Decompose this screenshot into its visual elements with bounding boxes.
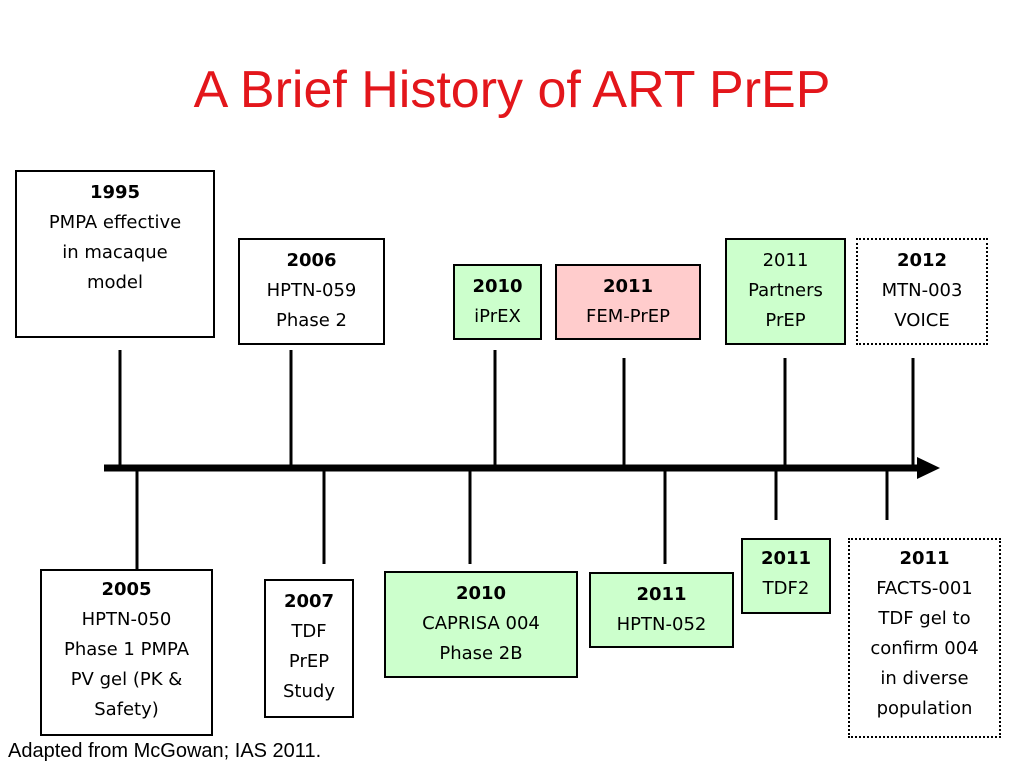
- event-description: MTN-003 VOICE: [881, 280, 963, 331]
- event-description: HPTN-059 Phase 2: [266, 280, 357, 331]
- event-year: 2011: [760, 548, 812, 569]
- event-description: TDF PrEP Study: [283, 621, 335, 702]
- event-description: CAPRISA 004 Phase 2B: [422, 613, 540, 664]
- event-description: FACTS-001 TDF gel to confirm 004 in diverse population: [870, 578, 979, 719]
- event-year: 2011: [762, 250, 809, 271]
- event-box-2011-partners-prep: [725, 238, 846, 345]
- event-description: HPTN-052: [616, 614, 707, 635]
- event-box-2011-facts: [848, 538, 1001, 738]
- event-box-2006: [238, 238, 385, 345]
- event-description: FEM-PrEP: [586, 306, 670, 327]
- event-box-2011-tdf2: [741, 538, 831, 614]
- event-box-2010-caprisa: [384, 571, 578, 678]
- event-description: TDF2: [762, 578, 810, 599]
- event-year: 1995: [89, 182, 141, 203]
- event-year: 2011: [602, 276, 654, 297]
- event-description: Partners PrEP: [748, 280, 823, 331]
- timeline-arrowhead: [917, 457, 940, 479]
- event-description: HPTN-050 Phase 1 PMPA PV gel (PK & Safety): [63, 609, 190, 720]
- event-year: 2006: [286, 250, 337, 271]
- event-description: PMPA effective in macaque model: [48, 212, 182, 293]
- event-year: 2011: [636, 584, 687, 605]
- event-year: 2010: [455, 583, 507, 604]
- event-description: iPrEX: [474, 306, 521, 327]
- event-box-2011-fem-prep: [555, 264, 701, 340]
- event-box-2005: [40, 569, 213, 736]
- event-box-2011-hptn-052: [589, 572, 734, 648]
- event-year: 2012: [896, 250, 948, 271]
- source-citation: Adapted from McGowan; IAS 2011.: [8, 740, 322, 762]
- event-box-1995: [15, 170, 215, 338]
- event-box-2010-iprex: [453, 264, 542, 340]
- event-year: 2011: [899, 548, 950, 569]
- event-box-2012-voice: [856, 238, 988, 345]
- event-box-2007: [264, 579, 354, 718]
- event-year: 2005: [101, 579, 152, 600]
- slide-title: A Brief History of ART PrEP: [193, 61, 831, 119]
- event-year: 2010: [472, 276, 523, 297]
- event-year: 2007: [283, 591, 335, 612]
